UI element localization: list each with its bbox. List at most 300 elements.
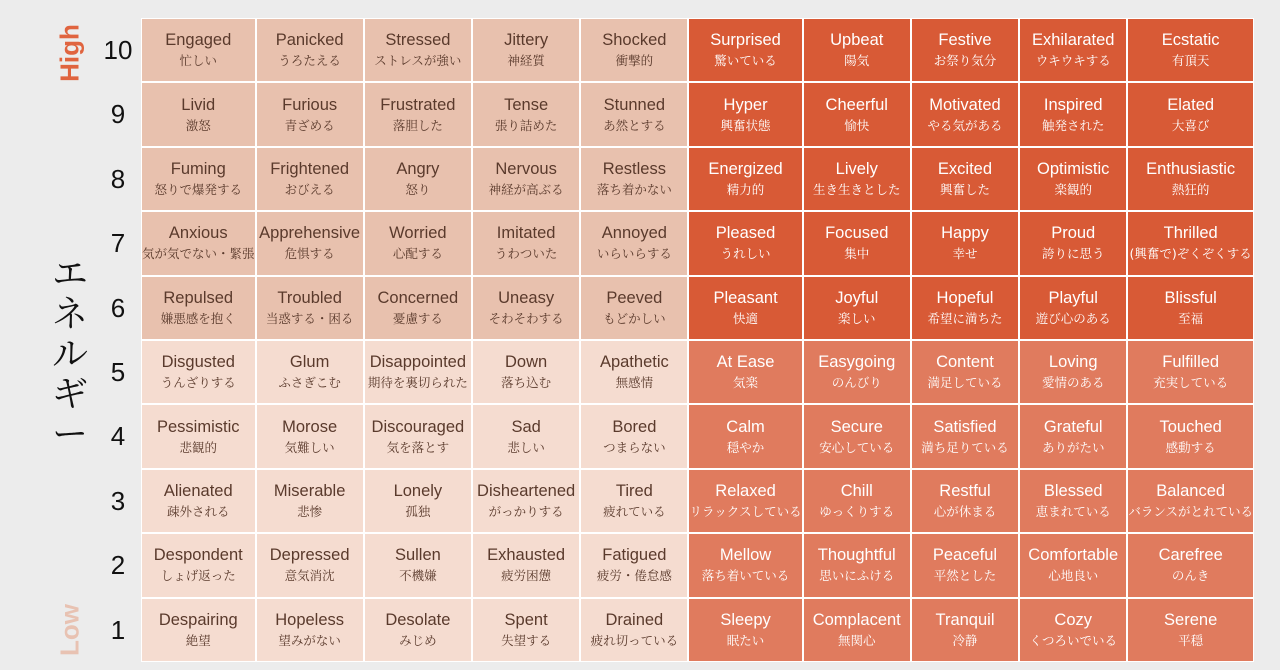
mood-cell xyxy=(1019,147,1127,211)
mood-cell xyxy=(141,276,256,340)
mood-cell xyxy=(1019,82,1127,146)
mood-cell xyxy=(256,404,364,468)
mood-label-jp: 怒り xyxy=(405,181,431,197)
mood-label-jp: 張り詰めた xyxy=(494,117,558,133)
mood-cell xyxy=(1127,211,1254,275)
mood-label-en: Playful xyxy=(1048,288,1098,307)
mood-label-en: Troubled xyxy=(277,288,342,307)
mood-cell xyxy=(141,82,256,146)
mood-label-en: Uneasy xyxy=(498,288,555,307)
mood-label-jp: 落胆した xyxy=(392,117,443,133)
mood-cell xyxy=(580,82,688,146)
energy-axis-title xyxy=(48,255,92,455)
mood-label-en: Calm xyxy=(726,417,765,436)
mood-label-en: Relaxed xyxy=(715,481,776,500)
mood-label-en: Drained xyxy=(605,610,664,629)
mood-label-jp: 心配する xyxy=(392,246,443,262)
mood-label-en: Proud xyxy=(1051,224,1096,243)
mood-label-jp: 快適 xyxy=(733,310,759,326)
mood-label-en: Morose xyxy=(282,417,338,436)
mood-label-en: Enthusiastic xyxy=(1146,159,1236,178)
mood-label-jp: 気難しい xyxy=(284,439,335,455)
mood-cell xyxy=(256,18,364,82)
mood-cell xyxy=(364,598,472,662)
mood-label-jp: 悲観的 xyxy=(179,439,218,455)
mood-label-jp: 不機嫌 xyxy=(399,568,437,584)
mood-label-en: Furious xyxy=(282,95,338,114)
mood-cell xyxy=(1019,533,1127,597)
mood-cell xyxy=(911,340,1019,404)
mood-label-en: Sleepy xyxy=(720,610,771,629)
mood-label-jp: 怒りで爆発する xyxy=(154,181,243,197)
mood-label-en: Depressed xyxy=(269,546,350,565)
mood-cell xyxy=(472,147,580,211)
mood-cell xyxy=(580,533,688,597)
energy-tick-label: 6 xyxy=(110,292,126,323)
energy-tick-label: 8 xyxy=(110,163,126,194)
mood-label-jp: 興奮状態 xyxy=(720,117,771,133)
mood-label-en: Fulfilled xyxy=(1162,353,1220,372)
mood-label-jp: のんき xyxy=(1171,568,1210,584)
mood-cell xyxy=(911,598,1019,662)
mood-label-jp: 生き生きとした xyxy=(812,181,901,197)
mood-label-jp: 嫌悪感を抱く xyxy=(160,310,236,326)
mood-label-jp: 期待を裏切られた xyxy=(367,375,468,391)
mood-cell xyxy=(141,18,256,82)
mood-label-en: Lonely xyxy=(393,481,443,500)
energy-axis-char: ー xyxy=(51,414,88,455)
mood-label-en: Apprehensive xyxy=(259,224,361,243)
mood-cell xyxy=(141,469,256,533)
mood-label-jp: 無関心 xyxy=(837,632,876,648)
mood-cell xyxy=(803,404,911,468)
mood-label-en: Ecstatic xyxy=(1161,31,1220,50)
mood-label-en: Satisfied xyxy=(933,417,997,436)
mood-label-en: Worried xyxy=(389,224,447,243)
mood-label-en: Concerned xyxy=(377,288,459,307)
mood-label-en: Exhausted xyxy=(487,546,566,565)
mood-label-jp: 気が気でない・緊張 xyxy=(142,246,255,262)
mood-label-jp: つまらない xyxy=(603,439,666,455)
mood-label-en: Content xyxy=(936,353,994,372)
mood-label-en: Serene xyxy=(1164,610,1218,629)
mood-label-en: Inspired xyxy=(1043,95,1103,114)
mood-cell xyxy=(1127,340,1254,404)
mood-cell xyxy=(1127,404,1254,468)
mood-label-jp: 孤独 xyxy=(405,503,431,519)
mood-cell xyxy=(364,340,472,404)
mood-cell xyxy=(472,404,580,468)
mood-label-jp: 集中 xyxy=(844,246,870,262)
mood-cell xyxy=(141,340,256,404)
mood-label-jp: 衝撃的 xyxy=(615,53,654,69)
mood-label-jp: ゆっくりする xyxy=(819,503,895,519)
mood-label-jp: 楽観的 xyxy=(1054,181,1092,197)
mood-label-jp: 心が休まる xyxy=(933,503,997,519)
mood-label-en: Upbeat xyxy=(830,31,884,50)
mood-label-en: Optimistic xyxy=(1037,159,1110,178)
mood-label-jp: やる気がある xyxy=(927,117,1003,133)
mood-label-en: Exhilarated xyxy=(1031,31,1115,50)
mood-label-en: Excited xyxy=(937,159,993,178)
mood-label-en: Shocked xyxy=(602,31,667,50)
mood-label-jp: うれしい xyxy=(720,246,771,262)
mood-label-jp: 希望に満ちた xyxy=(927,310,1003,326)
mood-cell xyxy=(1019,211,1127,275)
mood-label-jp: 悲惨 xyxy=(297,503,323,519)
mood-label-en: Mellow xyxy=(719,546,772,565)
mood-label-jp: のんびり xyxy=(831,375,882,391)
mood-cell xyxy=(1127,533,1254,597)
mood-label-en: Fatigued xyxy=(602,546,667,565)
mood-label-jp: 平穏 xyxy=(1178,632,1204,648)
mood-label-jp: 充実している xyxy=(1153,375,1229,391)
mood-label-jp: リラックスしている xyxy=(689,503,802,519)
mood-label-en: Carefree xyxy=(1158,546,1223,565)
mood-cell xyxy=(803,598,911,662)
mood-cell xyxy=(141,533,256,597)
mood-label-jp: 遊び心のある xyxy=(1035,310,1111,326)
mood-cell xyxy=(472,469,580,533)
mood-cell xyxy=(911,469,1019,533)
mood-cell xyxy=(688,82,802,146)
mood-label-jp: しょげ返った xyxy=(160,568,236,584)
mood-label-en: Sad xyxy=(511,417,541,436)
mood-cell xyxy=(1019,18,1127,82)
mood-label-en: Disappointed xyxy=(369,353,467,372)
energy-tick-label: 2 xyxy=(110,550,126,581)
mood-label-jp: 危惧する xyxy=(284,246,335,262)
mood-label-en: Tranquil xyxy=(935,610,995,629)
mood-cell xyxy=(911,276,1019,340)
mood-label-jp: 心地良い xyxy=(1048,568,1099,584)
mood-label-jp: 意気消沈 xyxy=(284,568,335,584)
mood-cell xyxy=(364,82,472,146)
mood-label-jp: 落ち着かない xyxy=(596,181,672,197)
mood-label-en: Complacent xyxy=(812,610,901,629)
mood-label-en: Energized xyxy=(708,159,783,178)
mood-label-jp: 神経質 xyxy=(507,53,545,69)
mood-cell xyxy=(141,404,256,468)
mood-label-en: Engaged xyxy=(165,31,232,50)
mood-label-jp: 冷静 xyxy=(952,632,978,648)
mood-cell xyxy=(472,598,580,662)
mood-cell xyxy=(911,404,1019,468)
mood-cell xyxy=(803,147,911,211)
mood-label-en: Cozy xyxy=(1054,610,1093,629)
mood-label-jp: (興奮で)ぞくぞくする xyxy=(1129,246,1252,262)
mood-label-en: Comfortable xyxy=(1028,546,1119,565)
mood-label-en: Peaceful xyxy=(932,546,998,565)
mood-label-en: Frustrated xyxy=(380,95,456,114)
mood-label-jp: そわそわする xyxy=(488,310,564,326)
mood-cell xyxy=(1127,82,1254,146)
mood-label-en: Despairing xyxy=(158,610,238,629)
mood-cell xyxy=(256,533,364,597)
mood-cell xyxy=(803,533,911,597)
axis-high-label: High xyxy=(54,24,85,82)
mood-cell xyxy=(1019,276,1127,340)
mood-label-en: Peeved xyxy=(606,288,663,307)
mood-cell xyxy=(580,469,688,533)
mood-label-jp: みじめ xyxy=(399,632,437,648)
mood-label-en: Alienated xyxy=(163,481,233,500)
mood-label-en: Surprised xyxy=(710,31,781,50)
mood-label-en: Livid xyxy=(181,95,216,114)
mood-label-en: Thrilled xyxy=(1163,224,1218,243)
mood-label-jp: 憂慮する xyxy=(392,310,443,326)
mood-label-en: Disgusted xyxy=(161,353,235,372)
mood-cell xyxy=(472,211,580,275)
mood-label-jp: ありがたい xyxy=(1041,439,1105,455)
mood-label-jp: 思いにふける xyxy=(819,568,895,584)
mood-cell xyxy=(472,276,580,340)
mood-label-jp: ウキウキする xyxy=(1035,53,1111,69)
mood-label-en: Desolate xyxy=(385,610,451,629)
mood-label-jp: 有頂天 xyxy=(1171,53,1210,69)
mood-cell xyxy=(141,598,256,662)
mood-label-en: Secure xyxy=(830,417,883,436)
mood-cell xyxy=(256,340,364,404)
mood-label-jp: 絶望 xyxy=(185,632,211,648)
mood-label-en: Repulsed xyxy=(163,288,234,307)
mood-label-jp: いらいらする xyxy=(596,246,672,262)
mood-cell xyxy=(803,276,911,340)
energy-axis-char: ギ xyxy=(51,374,88,415)
mood-label-en: Disheartened xyxy=(477,481,576,500)
mood-cell xyxy=(1019,469,1127,533)
mood-label-jp: 至福 xyxy=(1178,310,1204,326)
mood-label-en: Down xyxy=(505,353,548,372)
mood-label-jp: 青ざめる xyxy=(284,117,335,133)
mood-cell xyxy=(688,276,802,340)
mood-cell xyxy=(911,18,1019,82)
mood-cell xyxy=(803,340,911,404)
mood-cell xyxy=(1127,18,1254,82)
mood-label-en: Sullen xyxy=(394,546,441,565)
mood-label-jp: 恵まれている xyxy=(1035,503,1111,519)
mood-label-jp: 穏やか xyxy=(726,439,765,455)
mood-cell xyxy=(364,469,472,533)
mood-cell xyxy=(256,598,364,662)
mood-label-en: Despondent xyxy=(153,546,243,565)
mood-cell xyxy=(141,147,256,211)
mood-label-en: Lively xyxy=(835,159,878,178)
mood-label-en: Restful xyxy=(939,481,991,500)
mood-cell xyxy=(1127,276,1254,340)
mood-cell xyxy=(580,598,688,662)
mood-label-en: Loving xyxy=(1048,353,1098,372)
mood-label-en: Frightened xyxy=(270,159,350,178)
mood-cell xyxy=(688,340,802,404)
mood-cell xyxy=(1019,598,1127,662)
mood-label-en: Panicked xyxy=(275,31,344,50)
mood-label-en: Pessimistic xyxy=(157,417,240,436)
mood-label-jp: ふさぎこむ xyxy=(278,375,341,391)
mood-label-en: Blissful xyxy=(1164,288,1217,307)
mood-label-jp: 望みがない xyxy=(278,632,341,648)
mood-label-jp: 誇りに思う xyxy=(1041,246,1105,262)
mood-label-en: Glum xyxy=(289,353,330,372)
mood-cell xyxy=(472,340,580,404)
mood-cell xyxy=(1019,340,1127,404)
mood-label-en: Hyper xyxy=(723,95,768,114)
mood-cell xyxy=(688,18,802,82)
mood-cell xyxy=(911,82,1019,146)
mood-cell xyxy=(472,533,580,597)
mood-label-en: Happy xyxy=(941,224,989,243)
mood-label-jp: がっかりする xyxy=(488,503,564,519)
mood-cell xyxy=(911,533,1019,597)
mood-label-jp: あ然とする xyxy=(603,117,666,133)
mood-label-en: Imitated xyxy=(496,224,556,243)
mood-cell xyxy=(472,18,580,82)
mood-label-jp: 落ち込む xyxy=(501,375,552,391)
mood-label-en: Tired xyxy=(615,481,653,500)
mood-label-jp: 当惑する・困る xyxy=(265,310,354,326)
mood-label-jp: 悲しい xyxy=(507,439,545,455)
energy-axis-char: ル xyxy=(51,334,88,375)
mood-label-jp: 満足している xyxy=(927,375,1003,391)
mood-label-jp: 激怒 xyxy=(185,117,211,133)
mood-label-en: Miserable xyxy=(273,481,346,500)
energy-tick-label: 7 xyxy=(110,228,126,259)
mood-label-jp: うろたえる xyxy=(278,53,341,69)
mood-label-jp: 興奮した xyxy=(939,181,990,197)
mood-label-en: Restless xyxy=(602,159,666,178)
mood-label-jp: 感動する xyxy=(1165,439,1216,455)
mood-cell xyxy=(580,276,688,340)
energy-tick-label: 10 xyxy=(103,35,133,65)
mood-label-en: Fuming xyxy=(170,159,226,178)
mood-label-jp: 平然とした xyxy=(933,568,997,584)
mood-label-jp: おびえる xyxy=(284,181,335,197)
mood-label-en: Nervous xyxy=(495,159,557,178)
mood-label-jp: 眠たい xyxy=(726,632,765,648)
mood-cell xyxy=(364,147,472,211)
mood-label-jp: 疲れている xyxy=(603,503,666,519)
axis-low-label: Low xyxy=(54,604,85,656)
mood-cell xyxy=(911,211,1019,275)
mood-label-en: Thoughtful xyxy=(817,546,896,565)
mood-cell xyxy=(472,82,580,146)
mood-cell xyxy=(580,404,688,468)
energy-axis-char: エ xyxy=(51,254,88,295)
mood-label-jp: 疲れ切っている xyxy=(590,632,679,648)
mood-label-en: Angry xyxy=(396,159,440,178)
mood-label-en: Discouraged xyxy=(371,417,465,436)
mood-label-en: Spent xyxy=(504,610,548,629)
energy-tick-label: 9 xyxy=(110,99,126,130)
mood-label-en: Tense xyxy=(504,95,549,114)
mood-cell xyxy=(1127,147,1254,211)
mood-cell xyxy=(1019,404,1127,468)
mood-label-jp: 愛情のある xyxy=(1041,375,1105,391)
mood-label-jp: うんざりする xyxy=(160,375,236,391)
mood-label-en: Touched xyxy=(1159,417,1222,436)
mood-label-en: Anxious xyxy=(168,224,228,243)
mood-label-jp: 気を落とす xyxy=(386,439,450,455)
mood-label-en: Jittery xyxy=(504,31,549,50)
mood-label-jp: 陽気 xyxy=(844,53,870,69)
mood-label-jp: 忙しい xyxy=(179,53,218,69)
mood-label-jp: くつろいでいる xyxy=(1029,632,1117,648)
mood-cell xyxy=(141,211,256,275)
mood-label-en: Balanced xyxy=(1156,481,1226,500)
mood-cell xyxy=(364,404,472,468)
mood-cell xyxy=(803,18,911,82)
mood-label-jp: 触発された xyxy=(1041,117,1105,133)
mood-label-en: Chill xyxy=(840,481,873,500)
mood-cell xyxy=(580,211,688,275)
energy-tick-label: 5 xyxy=(110,357,126,387)
mood-cell xyxy=(364,276,472,340)
mood-label-en: Joyful xyxy=(835,288,879,307)
mood-label-en: Pleased xyxy=(715,224,776,243)
mood-label-jp: 楽しい xyxy=(837,310,876,326)
mood-label-jp: 失望する xyxy=(501,632,552,648)
mood-cell xyxy=(364,533,472,597)
mood-label-jp: 熱狂的 xyxy=(1171,181,1210,197)
mood-label-en: Motivated xyxy=(929,95,1001,114)
mood-cell xyxy=(803,469,911,533)
mood-cell xyxy=(911,147,1019,211)
mood-label-jp: お祭り気分 xyxy=(933,53,997,69)
mood-cell xyxy=(688,598,802,662)
mood-cell xyxy=(1127,598,1254,662)
mood-label-en: Cheerful xyxy=(825,95,888,114)
mood-label-jp: 安心している xyxy=(819,439,895,455)
mood-label-jp: バランスがとれている xyxy=(1128,503,1253,519)
mood-label-jp: 疲労・倦怠感 xyxy=(596,568,672,584)
mood-label-en: Elated xyxy=(1167,95,1215,114)
mood-cell xyxy=(256,147,364,211)
mood-label-jp: 幸せ xyxy=(952,246,978,262)
mood-label-en: Hopeful xyxy=(936,288,994,307)
mood-cell xyxy=(256,276,364,340)
energy-tick-label: 3 xyxy=(110,485,126,516)
mood-label-en: Blessed xyxy=(1043,481,1103,500)
mood-label-jp: 精力的 xyxy=(726,181,765,197)
mood-label-jp: うわついた xyxy=(494,246,558,262)
mood-label-en: Apathetic xyxy=(599,353,669,372)
mood-label-jp: 愉快 xyxy=(844,117,870,133)
mood-cell xyxy=(688,469,802,533)
energy-tick-label: 1 xyxy=(110,614,126,645)
mood-label-en: Bored xyxy=(612,417,657,436)
mood-label-en: Pleasant xyxy=(713,288,778,307)
mood-cell xyxy=(580,18,688,82)
mood-cell xyxy=(1127,469,1254,533)
mood-cell xyxy=(688,211,802,275)
mood-label-en: Stressed xyxy=(385,31,451,50)
mood-label-jp: 大喜び xyxy=(1171,117,1210,133)
mood-label-en: Festive xyxy=(938,31,992,50)
mood-cell xyxy=(256,211,364,275)
mood-cell xyxy=(803,211,911,275)
mood-meter-grid xyxy=(141,18,1254,662)
mood-label-jp: 無感情 xyxy=(615,375,654,391)
mood-label-en: At Ease xyxy=(716,353,775,372)
mood-label-en: Grateful xyxy=(1043,417,1103,436)
mood-label-en: Stunned xyxy=(603,95,666,114)
mood-label-jp: 満ち足りている xyxy=(921,439,1009,455)
mood-cell xyxy=(364,211,472,275)
mood-cell xyxy=(803,82,911,146)
mood-cell xyxy=(580,147,688,211)
mood-label-jp: 疲労困憊 xyxy=(501,568,552,584)
mood-label-jp: ストレスが強い xyxy=(374,53,462,69)
